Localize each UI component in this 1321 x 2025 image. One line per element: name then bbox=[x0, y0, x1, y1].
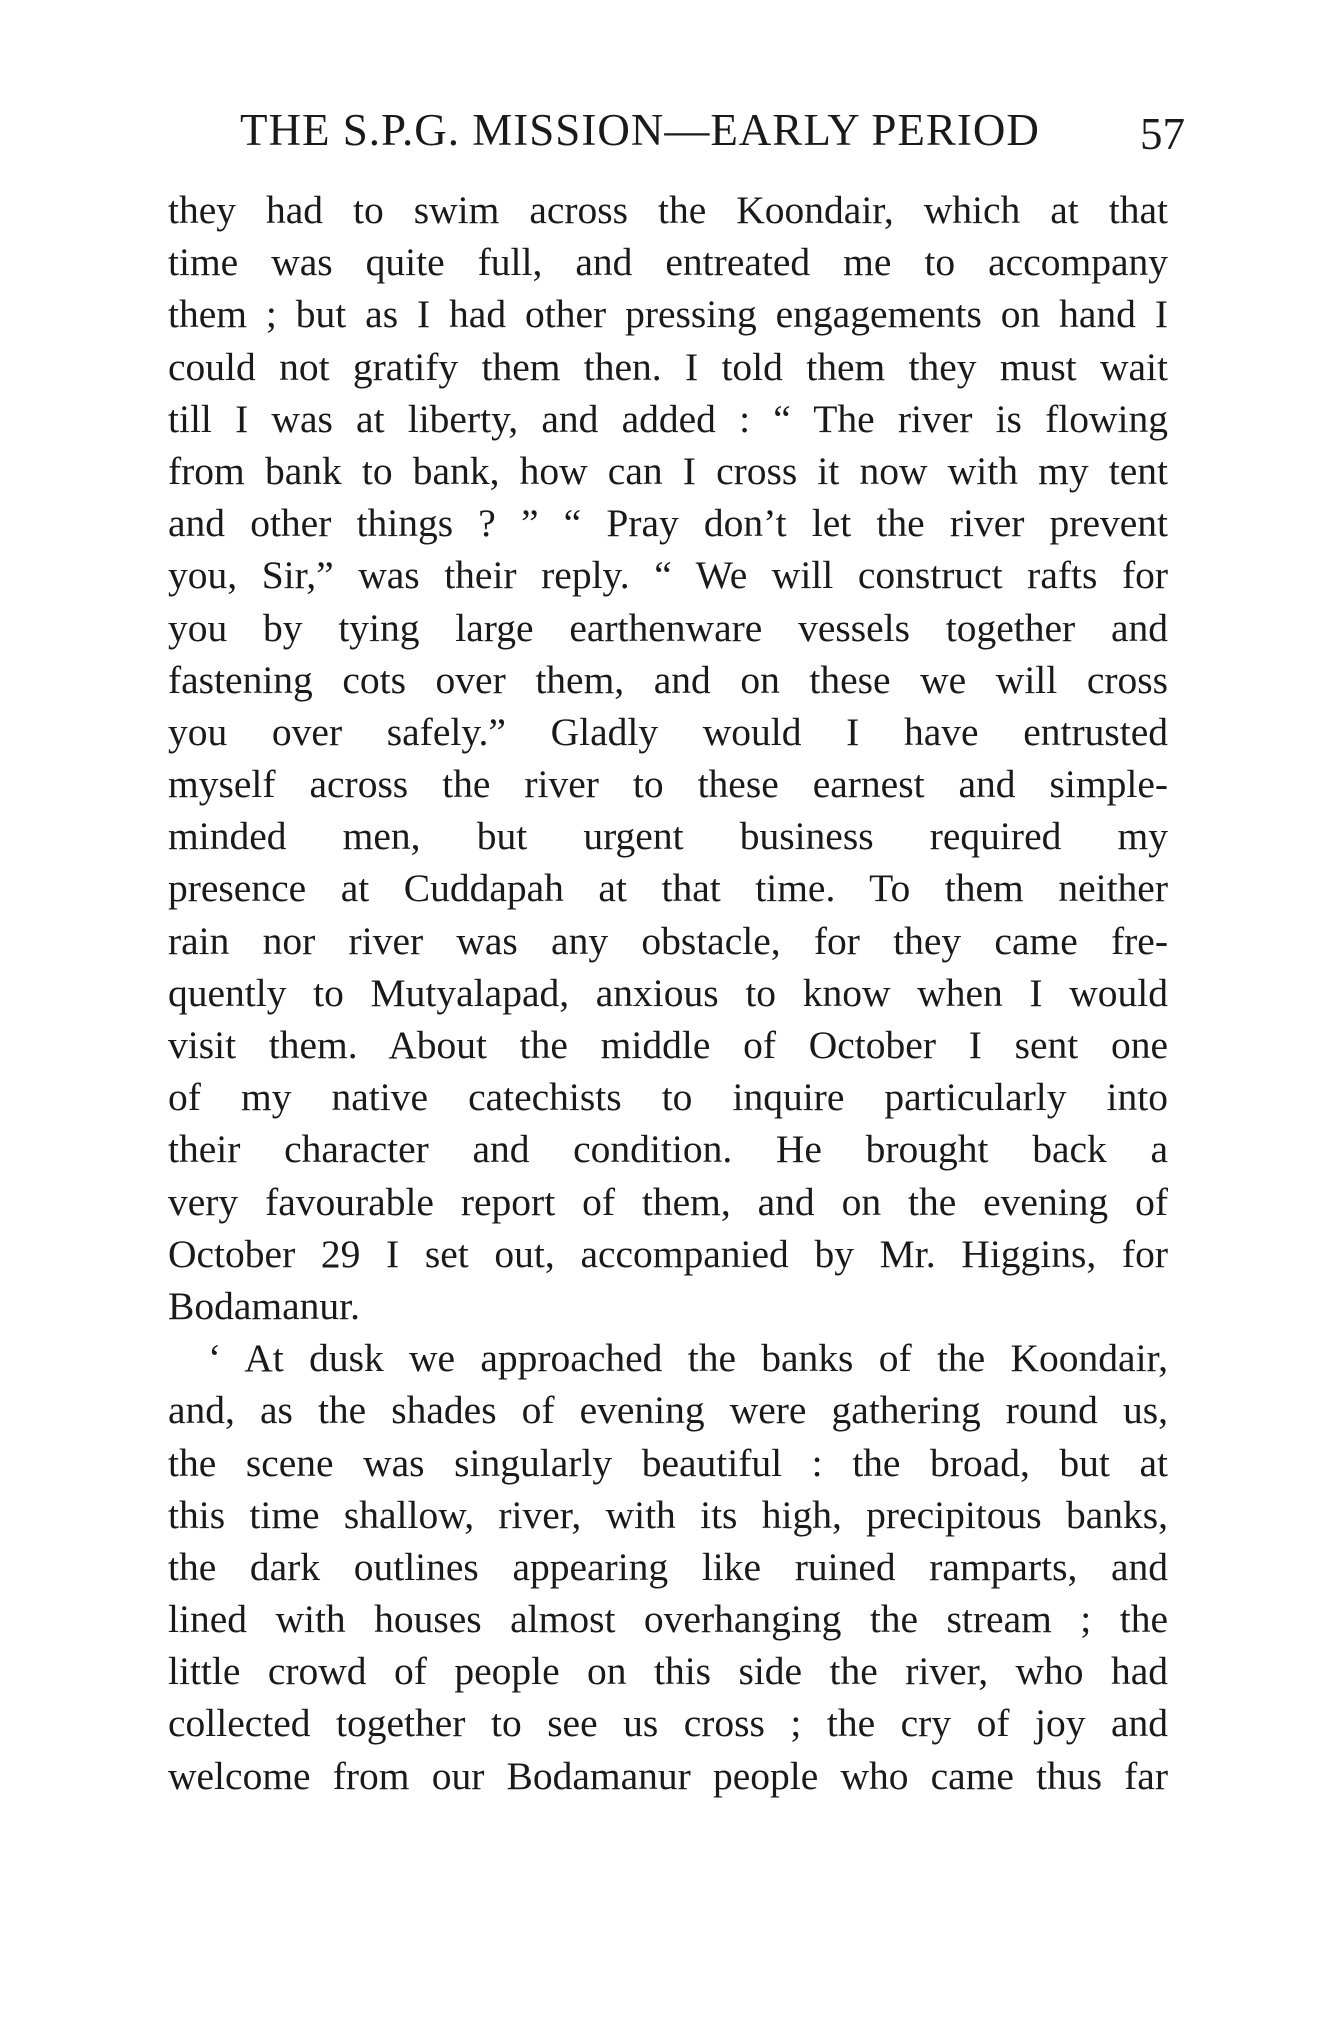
text-line: rain nor river was any obstacle, for they came fre- bbox=[168, 918, 1168, 963]
text-line: Bodamanur. bbox=[168, 1283, 360, 1328]
paragraph bbox=[168, 184, 1168, 1332]
page-number: 57 bbox=[1140, 109, 1185, 159]
text-line: their character and condition. He brought back a bbox=[168, 1127, 1168, 1172]
text-line: this time shallow, river, with its high, precipitous banks, bbox=[168, 1492, 1168, 1537]
paragraph bbox=[168, 1332, 1168, 1802]
text-line: could not gratify them then. I told them they must wait bbox=[168, 344, 1168, 389]
text-line: time was quite full, and entreated me to accompany bbox=[168, 240, 1168, 285]
text-line: from bank to bank, how can I cross it now with my tent bbox=[168, 448, 1168, 493]
text-line: them ; but as I had other pressing engagements on hand I bbox=[168, 292, 1168, 337]
text-line: little crowd of people on this side the river, who had bbox=[168, 1649, 1168, 1694]
text-line: and, as the shades of evening were gathering round us, bbox=[168, 1388, 1168, 1433]
text-line: minded men, but urgent business required my bbox=[168, 814, 1168, 859]
text-line: you by tying large earthenware vessels together and bbox=[168, 605, 1168, 650]
text-line: ‘ At dusk we approached the banks of the Koondair, bbox=[208, 1336, 1168, 1381]
text-line: they had to swim across the Koondair, which at that bbox=[168, 188, 1168, 232]
text-line: of my native catechists to inquire particularly into bbox=[168, 1075, 1168, 1120]
text-line: very favourable report of them, and on the evening of bbox=[168, 1179, 1168, 1224]
text-line: fastening cots over them, and on these we will cross bbox=[168, 657, 1168, 702]
text-line: myself across the river to these earnest and simple- bbox=[168, 762, 1168, 807]
text-line: the scene was singularly beautiful : the broad, but at bbox=[168, 1440, 1168, 1485]
text-line: you, Sir,” was their reply. “ We will construct rafts for bbox=[168, 553, 1168, 598]
body-text bbox=[168, 184, 1168, 1802]
running-title: THE S.P.G. MISSION—EARLY PERIOD bbox=[240, 105, 1040, 155]
text-line: and other things ? ” “ Pray don’t let the river prevent bbox=[168, 501, 1168, 546]
text-line: visit them. About the middle of October I sent one bbox=[168, 1023, 1168, 1067]
running-header bbox=[240, 100, 1185, 160]
text-line: October 29 I set out, accompanied by Mr. Higgins, for bbox=[168, 1231, 1168, 1276]
text-line: presence at Cuddapah at that time. To them neither bbox=[168, 866, 1168, 911]
text-line: till I was at liberty, and added : “ The river is flowing bbox=[168, 396, 1168, 441]
text-line: the dark outlines appearing like ruined ramparts, and bbox=[168, 1544, 1168, 1589]
text-line: collected together to see us cross ; the cry of joy and bbox=[168, 1701, 1168, 1746]
text-line: lined with houses almost overhanging the stream ; the bbox=[168, 1597, 1168, 1642]
text-line: quently to Mutyalapad, anxious to know when I would bbox=[168, 970, 1168, 1015]
text-line: you over safely.” Gladly would I have entrusted bbox=[168, 709, 1168, 754]
text-line: welcome from our Bodamanur people who came thus far bbox=[168, 1753, 1168, 1798]
